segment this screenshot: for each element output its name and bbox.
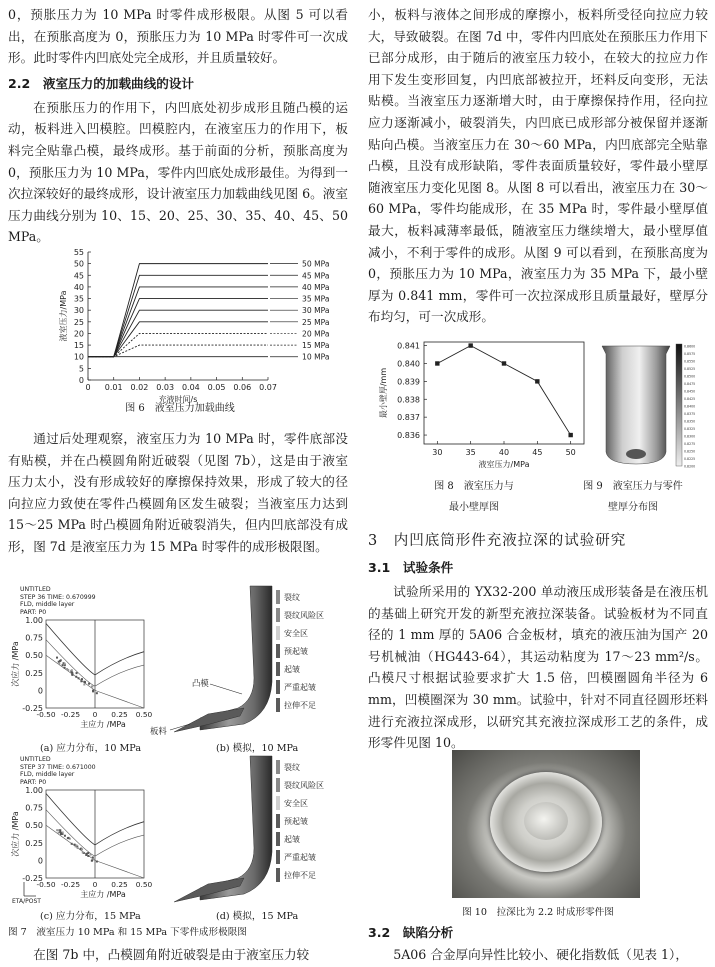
x-tick-label: 0.05 — [207, 383, 226, 392]
y-tick-label: 10 — [73, 352, 84, 362]
y-tick-label: 25 — [73, 317, 84, 327]
y-tick-label: 50 — [73, 259, 84, 269]
strain-point — [58, 832, 60, 834]
cup-inner-bottom — [524, 802, 568, 840]
legend-label: 预起皱 — [284, 817, 308, 826]
legend-swatch — [276, 868, 280, 882]
series-label: 10 MPa — [302, 352, 330, 362]
strain-point — [91, 859, 93, 861]
series-label: 25 MPa — [302, 317, 330, 327]
y-tick-label: 0.839 — [397, 377, 420, 387]
y-tick-label: 0.25 — [25, 668, 43, 678]
section-heading-3-2: 3.2 缺陷分析 — [368, 925, 454, 940]
scale-label: 0.8250 — [684, 449, 696, 454]
legend-swatch — [276, 796, 280, 810]
series-line — [437, 346, 570, 435]
left-paragraph-3: 通过后处理观察，液室压力为 10 MPa 时，零件底部没有贴模，并在凸模圆角附近破裂（见图 7b），这是由于液室压力太小，没有形成较好的摩擦保持效果，形成了较大的径向拉应力致使在零件凸模圆角区发生破裂；当液室压力达到 15～25 MPa 时凸模圆角附近破裂消失，但内凹底部没有成形，图 7d 是液室压力为 15 MPa 时零件的成形极限图。 — [8, 431, 348, 554]
y-tick-label: 0.75 — [25, 803, 43, 813]
y-axis-label: 次应力 /MPa — [11, 811, 20, 857]
y-axis-label: 次应力 /MPa — [11, 641, 20, 687]
left-column-lower — [8, 428, 348, 558]
legend-label: 裂纹 — [284, 593, 300, 602]
strain-point — [88, 683, 90, 685]
right-paragraph-3: 5A06 合金厚向异性比较小、硬化指数低（见表 1）， — [393, 947, 688, 962]
legend-label: 拉伸不足 — [284, 871, 316, 880]
header-line: FLD, middle layer — [20, 601, 75, 609]
strain-point — [86, 853, 88, 855]
x-tick-label: 30 — [432, 448, 443, 457]
strain-point — [59, 829, 61, 831]
legend-label: 裂纹 — [284, 763, 300, 772]
figure-8-caption — [384, 476, 564, 518]
y-tick-label: 5 — [78, 364, 84, 374]
legend-label: 起皱 — [284, 665, 300, 674]
header-line: PART: P0 — [20, 778, 47, 786]
x-tick-label: 0 — [85, 383, 91, 392]
data-point — [468, 343, 472, 347]
x-axis-label: 主应力 /MPa — [80, 720, 126, 729]
strain-point — [75, 844, 77, 846]
axis-tag: ETA/POST — [12, 898, 41, 905]
strain-point — [71, 843, 73, 845]
x-tick-label: 0.25 — [111, 710, 128, 719]
figure-7a-stress-plot — [10, 616, 153, 729]
y-tick-label: 0.836 — [397, 431, 420, 441]
y-tick-label: 1.00 — [25, 786, 43, 795]
left-column — [8, 0, 348, 248]
x-tick-label: -0.25 — [60, 880, 81, 889]
figure-6-caption: 图 6 液室压力加载曲线 — [125, 403, 235, 414]
strain-point — [62, 664, 64, 666]
figure-6-chart — [10, 244, 350, 422]
figure-7d-caption: (d) 模拟，15 MPa — [216, 911, 299, 922]
legend-label: 安全区 — [284, 799, 308, 808]
x-tick-label: 0 — [92, 710, 98, 719]
scale-label: 0.8325 — [684, 427, 696, 431]
series-label: 15 MPa — [302, 341, 330, 351]
strain-point — [59, 660, 61, 662]
legend-label: 安全区 — [284, 629, 308, 638]
strain-point — [82, 851, 84, 853]
x-axis-label: 充液时间/s — [158, 395, 198, 404]
y-tick-label: 0.50 — [25, 821, 43, 831]
scale-label: 0.8300 — [684, 434, 696, 439]
y-tick-label: 55 — [73, 248, 84, 257]
figure-9-caption-line-1: 图 9 液室压力与零件 — [583, 481, 683, 492]
y-tick-label: -0.25 — [22, 874, 43, 883]
strain-point — [81, 848, 83, 850]
series-label: 40 MPa — [302, 282, 330, 292]
data-point — [502, 361, 506, 365]
strain-point — [81, 678, 83, 680]
strain-point — [64, 663, 66, 665]
figure-10-caption: 图 10 拉深比为 2.2 时成形零件图 — [462, 907, 614, 918]
legend-swatch — [276, 850, 280, 864]
legend-label: 严重起皱 — [284, 683, 316, 692]
figure-7 — [10, 582, 350, 942]
scale-label: 0.8400 — [684, 404, 696, 409]
figure-8-caption-line-2: 最小壁厚图 — [449, 502, 499, 513]
x-tick-label: 0.02 — [130, 383, 149, 392]
header-line: UNTITLED — [20, 756, 51, 763]
y-tick-label: 0.838 — [397, 395, 420, 405]
right-column — [368, 0, 708, 328]
strain-point — [96, 861, 98, 863]
y-tick-label: -0.25 — [22, 704, 43, 713]
x-tick-label: -0.50 — [36, 880, 56, 889]
sheet-label: 板料 — [150, 726, 167, 736]
figure-10-photo — [452, 750, 640, 898]
right-paragraph-1: 小，板料与液体之间形成的摩擦小，板料所受径向拉应力较大，导致破裂。在图 7d 中，零件内凹底处在预胀压力作用下已部分成形，由于随后的液室压力较小，在较大的拉应力作用下发生变形回复，内凹底部被拉开，坯料反向变形，无法贴模。当液室压力逐渐增大时，由于摩擦保持作用，径向拉应力逐渐减小，破裂消失，内凹底已成形部分被保留并逐渐贴向凸模。当液室压力在 30～60 MPa，内凹底部完全贴靠凸模，且没有成形缺陷，零件表面质量较好，零件最小壁厚随液室压力变化见图 8。从图 8 可以看出，液室压力在 30～60 MPa，零件均能成形，在 35 MPa 时，零件最小壁厚值最大，板料减薄率最低，随液室压力继续增大，最小壁厚值减小，不利于零件的成形。从图 9 可以看到，在预胀高度为 0，预胀压力为 10 MPa，液室压力为 35 MPa 下，最小壁厚为 0.841 mm，零件可一次拉深成形且质量最好，壁厚分布均匀，可一次成形。 — [368, 7, 708, 325]
x-tick-label: 35 — [465, 448, 476, 457]
strain-point — [84, 681, 86, 683]
y-tick-label: 35 — [73, 294, 84, 304]
right-column-bottom — [368, 922, 708, 966]
x-tick-label: 40 — [498, 448, 510, 457]
x-tick-label: -0.50 — [36, 710, 56, 719]
legend-swatch — [276, 680, 280, 694]
x-axis-label: 主应力 /MPa — [80, 890, 126, 899]
strain-point — [56, 829, 58, 831]
y-tick-label: 0.840 — [397, 359, 420, 369]
x-tick-label: 0.25 — [111, 880, 128, 889]
left-paragraph-2: 在预胀压力的作用下，内凹底处初步成形且随凸模的运动，板料进入凹模腔。凹模腔内，在液室压力的作用下，板料完全贴靠凸模，最终成形。基于前面的分析，预胀高度为 0，预胀压力为 10 MPa，零件内凹底处成形最佳。为得到一次拉深较好的最终成形，设计液室压力加载曲线见图 6。液室压力曲线分别为 10、15、20、25、30、35、40、45、50 MPa。 — [8, 99, 348, 245]
data-point — [535, 379, 539, 383]
strain-point — [71, 669, 73, 671]
x-tick-label: 0 — [92, 880, 98, 889]
figure-7c-header — [20, 756, 96, 786]
series-label: 45 MPa — [302, 271, 330, 281]
series-line-45-MPa — [88, 275, 268, 356]
strain-point — [59, 831, 61, 833]
x-tick-label: 0.07 — [259, 383, 277, 392]
series-label: 20 MPa — [302, 329, 330, 339]
x-tick-label: 0.01 — [104, 383, 123, 392]
y-tick-label: 0 — [37, 686, 43, 696]
header-line: UNTITLED — [20, 586, 51, 593]
x-tick-label: 0.06 — [233, 383, 252, 392]
series-label: 35 MPa — [302, 294, 330, 304]
cup-body — [602, 346, 670, 464]
scale-label: 0.8550 — [684, 359, 696, 364]
legend-swatch — [276, 590, 280, 604]
figure-7d-simulation — [150, 752, 350, 904]
figure-8-caption-line-1: 图 8 液室压力与 — [434, 481, 514, 492]
x-tick-label: 0.50 — [135, 880, 153, 889]
y-tick-label: 1.00 — [25, 616, 43, 625]
scale-label: 0.8500 — [684, 374, 696, 379]
x-tick-label: -0.25 — [60, 710, 81, 719]
left-paragraph-1: 0，预胀压力为 10 MPa 时零件成形极限。从图 5 可以看出，在预胀高度为 0，预胀压力为 10 MPa 时零件可一次成形。此时零件内凹底处完全成形，并且质量较好。 — [8, 7, 348, 66]
legend-label: 严重起皱 — [284, 853, 316, 862]
legend-swatch — [276, 760, 280, 774]
scale-label: 0.8425 — [684, 397, 696, 401]
section-heading-3-1: 3.1 试验条件 — [368, 560, 454, 575]
cup-bottom-dimple — [626, 449, 646, 459]
header-line: FLD, middle layer — [20, 771, 75, 779]
punch-label: 凸模 — [192, 678, 209, 688]
figure-8-chart — [372, 336, 594, 474]
series-label: 30 MPa — [302, 306, 330, 316]
y-tick-label: 0.50 — [25, 651, 43, 661]
legend-label: 预起皱 — [284, 647, 308, 656]
scale-label: 0.8350 — [684, 419, 696, 424]
series-label: 50 MPa — [302, 259, 330, 269]
strain-point — [90, 854, 92, 856]
x-tick-label: 0.50 — [135, 710, 153, 719]
y-tick-label: 0 — [78, 376, 84, 385]
x-tick-label: 0.03 — [156, 383, 175, 392]
figure-7b-simulation — [150, 582, 350, 734]
strain-point — [68, 837, 70, 839]
strain-point — [77, 847, 79, 849]
legend-label: 裂纹风险区 — [284, 611, 324, 620]
y-tick-label: 15 — [73, 341, 84, 351]
header-line: PART: P0 — [20, 608, 47, 616]
figure-9-thickness-image — [598, 340, 710, 470]
figure-7b-caption: (b) 模拟，10 MPa — [216, 743, 299, 754]
legend-swatch — [276, 814, 280, 828]
y-tick-label: 0.25 — [25, 838, 43, 848]
figure-9-caption — [558, 476, 708, 518]
strain-point — [71, 674, 73, 676]
strain-point — [92, 856, 94, 858]
scale-label: 0.8375 — [684, 412, 696, 416]
legend-swatch — [276, 662, 280, 676]
legend-swatch — [276, 608, 280, 622]
formed-part-wall — [200, 756, 272, 900]
section-heading-2-2: 2.2 液室压力的加载曲线的设计 — [8, 75, 195, 91]
x-tick-label: 0.04 — [181, 383, 200, 392]
scale-label: 0.8525 — [684, 367, 696, 371]
header-line: STEP 37 TIME: 0.671000 — [20, 763, 96, 771]
legend-swatch — [276, 698, 280, 712]
scale-label: 0.8475 — [684, 382, 696, 386]
legend-swatch — [276, 778, 280, 792]
legend-label: 拉伸不足 — [284, 701, 316, 710]
scale-label: 0.8225 — [684, 457, 696, 461]
left-paragraph-4: 在图 7b 中，凸模圆角附近破裂是由于液室压力较 — [33, 947, 310, 962]
figure-7-caption: 图 7 液室压力 10 MPa 和 15 MPa 下零件成形极限图 — [8, 927, 247, 938]
strain-point — [75, 676, 77, 678]
strain-point — [66, 668, 68, 670]
legend-label: 起皱 — [284, 835, 300, 844]
scale-label: 0.8575 — [684, 352, 696, 356]
strain-point — [96, 692, 98, 694]
y-tick-label: 0.75 — [25, 633, 43, 643]
strain-point — [92, 690, 94, 692]
strain-point — [64, 835, 66, 837]
strain-point — [78, 677, 80, 679]
data-point — [568, 433, 572, 437]
figure-7c-stress-plot — [10, 786, 153, 905]
strain-point — [58, 662, 60, 664]
legend-swatch — [276, 626, 280, 640]
scale-label: 0.8200 — [684, 464, 696, 469]
strain-point — [80, 680, 82, 682]
y-tick-label: 0.837 — [397, 413, 420, 423]
right-column-lower — [368, 523, 708, 754]
y-tick-label: 30 — [73, 306, 84, 316]
color-scale-bar — [676, 344, 682, 466]
scale-label: 0.8450 — [684, 389, 696, 394]
x-tick-label: 45 — [532, 448, 543, 457]
scale-label: 0.8275 — [684, 442, 696, 446]
legend-label: 裂纹风险区 — [284, 781, 324, 790]
legend-swatch — [276, 644, 280, 658]
strain-point — [76, 672, 78, 674]
strain-point — [91, 686, 93, 688]
y-axis-label: 最小壁厚/mm — [379, 367, 388, 419]
figure-7a-caption: (a) 应力分布，10 MPa — [40, 743, 142, 754]
y-tick-label: 45 — [73, 271, 84, 281]
strain-point — [71, 672, 73, 674]
series-line-35-MPa — [88, 299, 268, 357]
strain-point — [87, 855, 89, 857]
x-tick-label: 50 — [565, 448, 576, 457]
scale-label: 0.8600 — [684, 344, 696, 349]
y-tick-label: 20 — [73, 329, 84, 339]
figure-7a-header — [20, 586, 96, 616]
figure-7c-caption: (c) 应力分布，15 MPa — [40, 911, 141, 922]
strain-point — [56, 657, 58, 659]
formed-part-wall — [200, 586, 272, 730]
y-tick-label: 0.841 — [397, 341, 420, 351]
y-tick-label: 0 — [37, 856, 43, 866]
header-line: STEP 36 TIME: 0.670999 — [20, 593, 96, 601]
section-heading-3: 3 内凹底筒形件充液拉深的试验研究 — [368, 533, 627, 549]
y-tick-label: 40 — [73, 282, 84, 292]
left-column-bottom — [8, 944, 348, 966]
strain-point — [83, 683, 85, 685]
figure-9-caption-line-2: 壁厚分布图 — [608, 502, 658, 513]
strain-point — [74, 844, 76, 846]
strain-point — [64, 667, 66, 669]
right-paragraph-2: 试验所采用的 YX32-200 单动液压成形装备是在液压机的基础上研究开发的新型充液拉深装备。试验板材为不同直径的 1 mm 厚的 5A06 合金板材，填充的液压油为国产 20 号机械油（HG443-64），其运动粘度为 17～23 mm²/s。凸模尺寸根据试验要求扩大 1.5 倍，凹模圈圆角半径为 6 mm，凹模圈深为 30 mm。试验中，针对不同直径圆形坯料进行充液拉深成形，以研究其充液拉深成形工艺的条件，成形零件见图 10。 — [368, 584, 708, 751]
x-axis-label: 液室压力/MPa — [478, 460, 530, 469]
y-axis-label: 液室压力/MPa — [59, 290, 68, 342]
punch-leader — [210, 684, 242, 694]
data-point — [435, 361, 439, 365]
legend-swatch — [276, 832, 280, 846]
